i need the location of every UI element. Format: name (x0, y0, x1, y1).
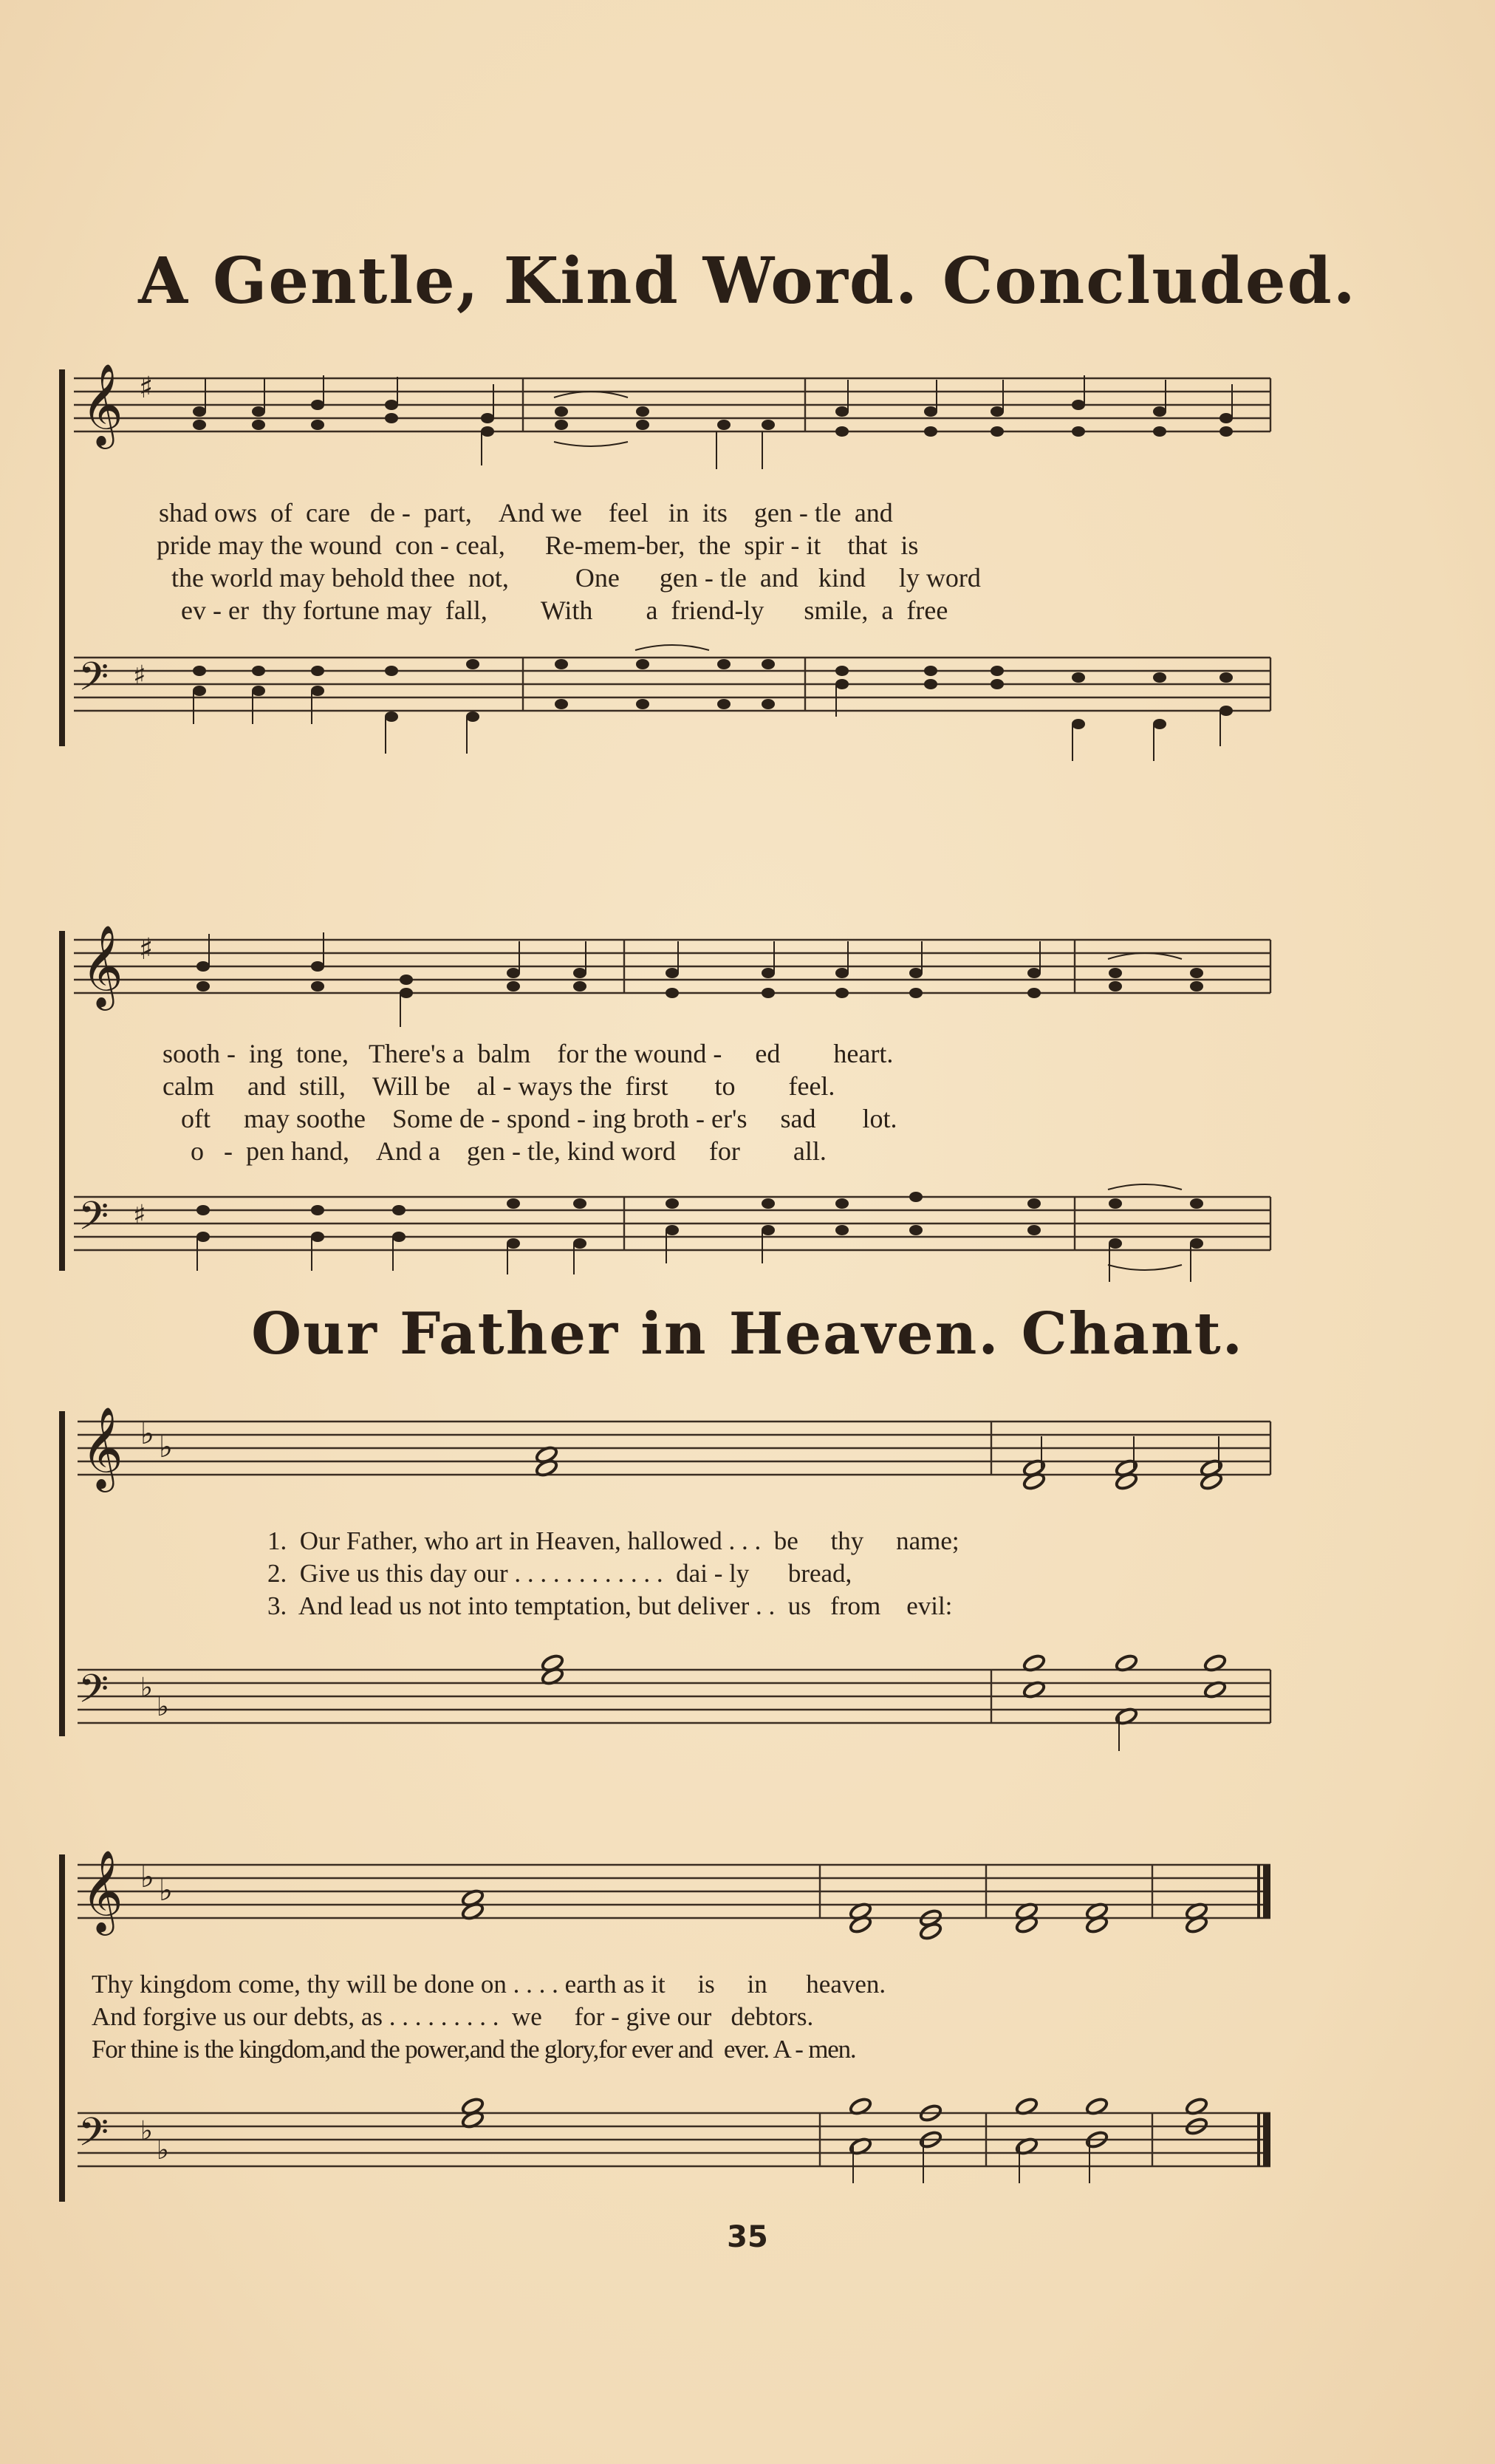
system2-verse4: o - pen hand, And a gen - tle, kind word for all. (191, 1136, 827, 1166)
system1-bass-staff (59, 643, 1270, 768)
chant2-line2: And forgive us our debts, as . . . . . . . . . we for - give our debtors. (92, 2002, 814, 2031)
chant2-line1: Thy kingdom come, thy will be done on . . . . earth as it is in heaven. (92, 1970, 886, 1999)
bass-clef-icon: 𝄢 (78, 655, 109, 709)
sharp-icon: ♯ (133, 661, 146, 691)
sharp-icon: ♯ (139, 371, 154, 405)
flat-icon: ♭ (157, 2135, 169, 2166)
page-number: 35 (727, 2220, 768, 2254)
bass-clef-icon: 𝄢 (78, 1194, 109, 1249)
hymn-title: A Gentle, Kind Word. Concluded. (138, 244, 1357, 318)
system1-verse2: pride may the wound con - ceal, Re-mem-ber, the spir - it that is (157, 530, 919, 560)
chant-title: Our Father in Heaven. Chant. (251, 1300, 1244, 1368)
flat-icon: ♭ (140, 1860, 154, 1894)
treble-clef-icon: 𝄞 (81, 363, 123, 446)
treble-staff-svg (59, 363, 1270, 480)
chant1-line1: 1. Our Father, who art in Heaven, hallowed . . . be thy name; (267, 1526, 959, 1555)
chant1-bass-staff (59, 1648, 1270, 1758)
system2-verse1: sooth - ing tone, There's a balm for the wound - ed heart. (162, 1039, 894, 1068)
chant2-treble-staff (59, 1849, 1270, 1951)
flat-icon: ♭ (140, 1673, 153, 1703)
system1-treble-staff (59, 363, 1270, 480)
flat-icon: ♭ (157, 1692, 169, 1722)
chant2-bass-staff (59, 2091, 1270, 2202)
flat-icon: ♭ (140, 1417, 154, 1451)
chant1-treble-staff (59, 1406, 1270, 1507)
treble-clef-icon: 𝄞 (81, 1406, 123, 1489)
chant1-line3: 3. And lead us not into temptation, but deliver . . us from evil: (267, 1591, 953, 1620)
bass-clef-icon: 𝄢 (78, 2110, 109, 2165)
system1-verse4: ev - er thy fortune may fall, With a friend-ly smile, a free (181, 595, 948, 625)
flat-icon: ♭ (159, 1874, 173, 1908)
treble-clef-icon: 𝄞 (81, 924, 123, 1007)
sharp-icon: ♯ (133, 1200, 146, 1230)
system2-bass-staff (59, 1182, 1270, 1308)
system2-verse2: calm and still, Will be al - ways the first to feel. (162, 1071, 835, 1101)
flat-icon: ♭ (159, 1430, 173, 1464)
chant2-line3: For thine is the kingdom,and the power,and the glory,for ever and ever. A - men. (92, 2035, 856, 2064)
system1-verse1: shad ows of care de - part, And we feel in its gen - tle and (159, 498, 893, 528)
system2-verse3: oft may soothe Some de - spond - ing broth - er's sad lot. (181, 1104, 897, 1133)
sharp-icon: ♯ (139, 932, 154, 966)
flat-icon: ♭ (140, 2116, 153, 2146)
system2-treble-staff (59, 924, 1270, 1042)
system1-verse3: the world may behold thee not, One gen - tle and kind ly word (171, 563, 981, 593)
bass-clef-icon: 𝄢 (78, 1667, 109, 1721)
chant1-line2: 2. Give us this day our . . . . . . . . . . . . dai - ly bread, (267, 1559, 852, 1588)
treble-clef-icon: 𝄞 (81, 1849, 123, 1932)
